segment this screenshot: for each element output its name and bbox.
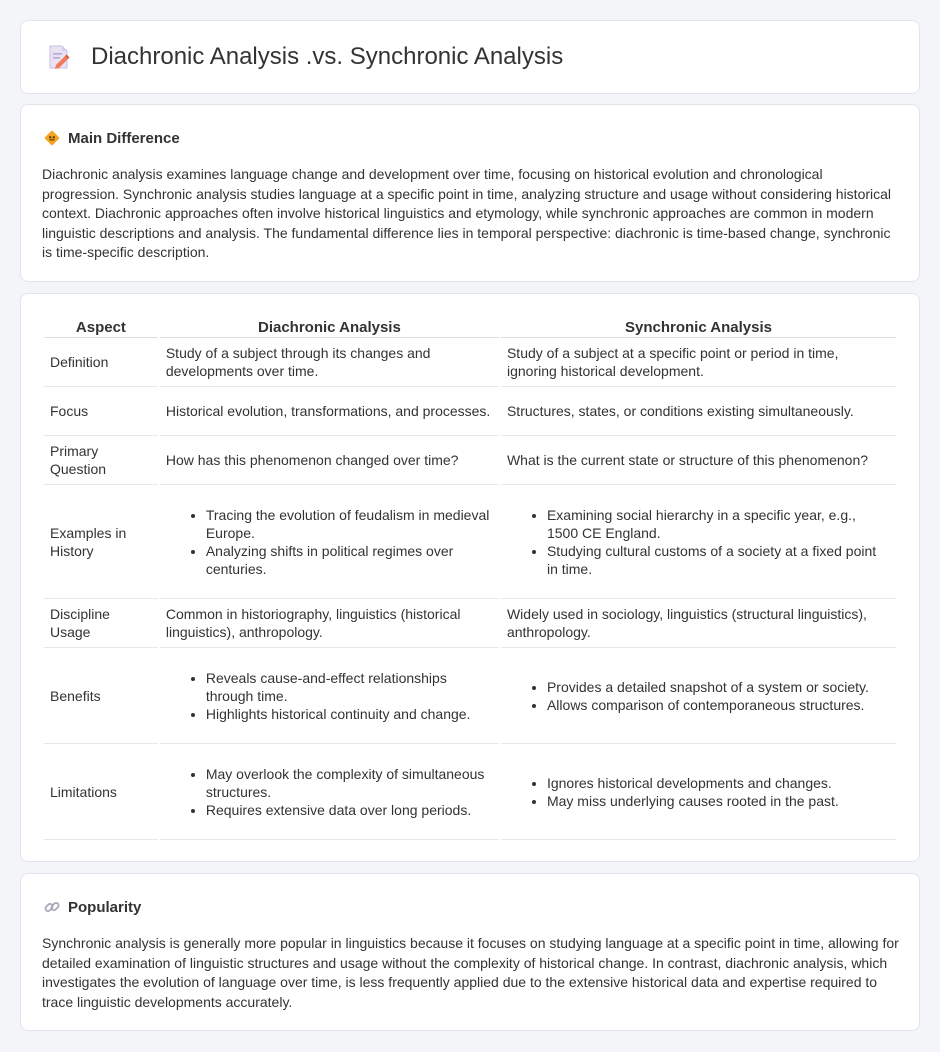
list-item: • Provides a detailed snapshot of a system or society. bbox=[547, 678, 890, 696]
diachronic-cell: Common in historiography, linguistics (historical linguistics), anthropology. bbox=[160, 599, 499, 648]
table-row bbox=[44, 436, 896, 485]
section-title-popularity: Popularity bbox=[68, 898, 142, 916]
aspect-cell: Examples in History bbox=[44, 485, 158, 599]
diachronic-cell: How has this phenomenon changed over time? bbox=[160, 436, 499, 485]
diachronic-cell: Study of a subject through its changes and developments over time. bbox=[160, 338, 499, 387]
synchronic-cell bbox=[501, 485, 896, 599]
diachronic-cell: Historical evolution, transformations, and processes. bbox=[160, 387, 499, 436]
link-icon bbox=[43, 898, 61, 916]
list-item: • Reveals cause-and-effect relationships through time. bbox=[206, 669, 493, 705]
page-title: Diachronic Analysis .vs. Synchronic Analysis bbox=[91, 43, 564, 70]
list-item: • Studying cultural customs of a society at a fixed point in time. bbox=[547, 542, 890, 578]
list-item: • Highlights historical continuity and change. bbox=[206, 705, 493, 723]
synchronic-cell: Widely used in sociology, linguistics (structural linguistics), anthropology. bbox=[501, 599, 896, 648]
synchronic-cell bbox=[501, 648, 896, 744]
section-title-main-difference: Main Difference bbox=[68, 129, 180, 147]
table-row bbox=[44, 744, 896, 840]
list-item: • Ignores historical developments and changes. bbox=[547, 774, 890, 792]
synchronic-cell: Study of a subject at a specific point or period in time, ignoring historical development. bbox=[501, 338, 896, 387]
diamond-sign-icon bbox=[43, 129, 61, 147]
comparison-table bbox=[42, 314, 898, 840]
table-row bbox=[44, 648, 896, 744]
synchronic-cell: What is the current state or structure of this phenomenon? bbox=[501, 436, 896, 485]
diachronic-cell bbox=[160, 485, 499, 599]
aspect-cell: Discipline Usage bbox=[44, 599, 158, 648]
popularity-card bbox=[20, 873, 920, 1031]
synchronic-cell: Structures, states, or conditions existing simultaneously. bbox=[501, 387, 896, 436]
aspect-cell: Limitations bbox=[44, 744, 158, 840]
table-row bbox=[44, 485, 896, 599]
aspect-cell: Benefits bbox=[44, 648, 158, 744]
title-card bbox=[20, 20, 920, 94]
main-difference-text: Diachronic analysis examines language change and development over time, focusing on historical evolution and chronological progression. Synchronic analysis studies language at a specific point in time, analyzing structure and usage without considering historical context. Diachronic approaches often involve historical linguistics and etymology, while synchronic approaches are common in modern linguistic descriptions and analysis. The fundamental difference lies in temporal perspective: diachronic is time-based change, synchronic is time-specific description. bbox=[42, 166, 892, 261]
document-edit-icon bbox=[47, 44, 71, 70]
list-item: • Allows comparison of contemporaneous structures. bbox=[547, 696, 890, 714]
table-row bbox=[44, 599, 896, 648]
diachronic-cell bbox=[160, 648, 499, 744]
popularity-text: Synchronic analysis is generally more popular in linguistics because it focuses on studying language at a specific point in time, allowing for detailed examination of linguistic structures and usage without the complexity of historical change. In contrast, diachronic analysis, which investigates the evolution of language over time, is less frequently applied due to the extensive historical data and expertise required to trace linguistic developments accurately. bbox=[42, 935, 899, 1010]
header-diachronic: Diachronic Analysis bbox=[160, 314, 499, 338]
aspect-cell: Definition bbox=[44, 338, 158, 387]
main-difference-card bbox=[20, 104, 920, 282]
list-item: • Examining social hierarchy in a specific year, e.g., 1500 CE England. bbox=[547, 506, 890, 542]
table-header-row bbox=[44, 314, 896, 338]
table-row bbox=[44, 338, 896, 387]
list-item: • Tracing the evolution of feudalism in medieval Europe. bbox=[206, 506, 493, 542]
list-item: • May overlook the complexity of simultaneous structures. bbox=[206, 765, 493, 801]
aspect-cell: Primary Question bbox=[44, 436, 158, 485]
comparison-table-card bbox=[20, 293, 920, 862]
list-item: • Requires extensive data over long periods. bbox=[206, 801, 493, 819]
header-synchronic: Synchronic Analysis bbox=[501, 314, 896, 338]
header-aspect: Aspect bbox=[44, 314, 158, 338]
diachronic-cell bbox=[160, 744, 499, 840]
list-item: • Analyzing shifts in political regimes over centuries. bbox=[206, 542, 493, 578]
aspect-cell: Focus bbox=[44, 387, 158, 436]
table-row bbox=[44, 387, 896, 436]
list-item: • May miss underlying causes rooted in the past. bbox=[547, 792, 890, 810]
synchronic-cell bbox=[501, 744, 896, 840]
